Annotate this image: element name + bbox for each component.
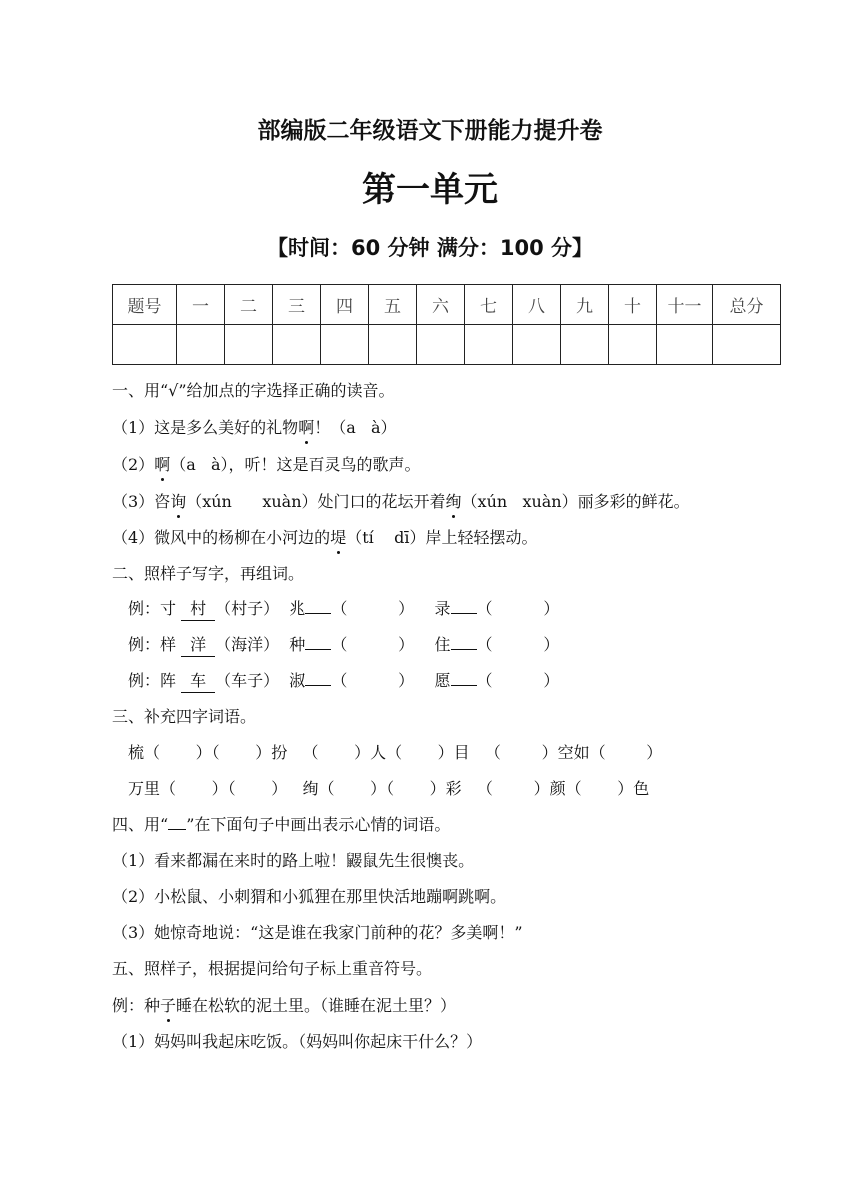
score-header-cell: 一	[177, 285, 225, 325]
q1-item-text: （tí dī）岸上轻轻摆动。	[346, 528, 538, 547]
score-cell[interactable]	[561, 325, 609, 365]
example-answer: 洋	[181, 634, 215, 657]
word-paren[interactable]: （ ）	[331, 671, 415, 690]
score-cell[interactable]	[465, 325, 513, 365]
example-word: （海洋）	[215, 635, 280, 654]
char-blank[interactable]	[451, 635, 477, 650]
char-blank[interactable]	[305, 635, 331, 650]
q3-title: 三、补充四字词语。	[112, 707, 257, 726]
q1-item-text: （3）咨	[112, 492, 171, 511]
char-blank[interactable]	[451, 671, 477, 686]
q1-item-text: （xún xuàn）丽多彩的鲜花。	[461, 492, 690, 511]
exam-meta: 【时间：60 分钟 满分：100 分】	[267, 236, 593, 260]
example-word: （车子）	[215, 671, 280, 690]
char: 录	[434, 599, 451, 618]
word-paren[interactable]: （ ）	[476, 635, 560, 654]
char-blank[interactable]	[305, 599, 331, 614]
score-header-cell: 九	[561, 285, 609, 325]
unit-title: 第一单元	[362, 170, 498, 210]
word-paren[interactable]: （ ）	[331, 599, 415, 618]
q4-title	[112, 814, 450, 836]
score-header-cell: 三	[273, 285, 321, 325]
score-cell[interactable]	[321, 325, 369, 365]
score-table-blank-row	[113, 325, 781, 365]
q2-row-3	[128, 670, 559, 693]
score-cell[interactable]	[369, 325, 417, 365]
dotted-char: 询	[170, 492, 187, 511]
score-header-cell: 四	[321, 285, 369, 325]
q3-row-2[interactable]: 万里（ ）（ ） 绚（ ）（ ）彩 （ ）颜（ ）色	[128, 779, 650, 798]
score-header-cell: 题号	[113, 285, 177, 325]
char: 淑	[289, 671, 306, 690]
dotted-char: 啊	[154, 455, 171, 474]
example-label: 例：寸	[128, 599, 177, 618]
q1-item-1	[112, 417, 397, 439]
q4-item-1[interactable]: （1）看来都漏在来时的路上啦！鼹鼠先生很懊丧。	[112, 851, 475, 870]
dotted-char: 子	[160, 996, 177, 1015]
example-answer: 车	[181, 670, 215, 693]
q3-row-1[interactable]: 梳（ ）（ ）扮 （ ）人（ ）目 （ ）空如（ ）	[128, 743, 663, 762]
score-header-cell: 十	[609, 285, 657, 325]
example-word: （村子）	[215, 599, 280, 618]
q1-item-text: （xún xuàn）处门口的花坛开着	[186, 492, 446, 511]
exam-title: 部编版二年级语文下册能力提升卷	[257, 118, 603, 144]
word-paren[interactable]: （ ）	[331, 635, 415, 654]
char: 种	[289, 635, 306, 654]
score-cell[interactable]	[609, 325, 657, 365]
q1-item-2	[112, 454, 421, 476]
q4-title-text: 四、用“	[112, 815, 169, 834]
score-cell[interactable]	[657, 325, 713, 365]
q5-title: 五、照样子，根据提问给句子标上重音符号。	[112, 959, 433, 978]
q1-item-text: （2）	[112, 455, 155, 474]
score-cell[interactable]	[113, 325, 177, 365]
q1-item-text: （a à），听！这是百灵鸟的歌声。	[170, 455, 421, 474]
score-table	[112, 284, 781, 365]
score-header-cell: 二	[225, 285, 273, 325]
q2-title: 二、照样子写字，再组词。	[112, 564, 305, 583]
char-blank[interactable]	[451, 599, 477, 614]
q2-row-1	[128, 598, 559, 621]
score-header-cell: 六	[417, 285, 465, 325]
example-label: 例：样	[128, 635, 177, 654]
q1-title: 一、用“√”给加点的字选择正确的读音。	[112, 381, 395, 400]
q1-item-text: （1）这是多么美好的礼物	[112, 418, 299, 437]
q5-example-text: 例：种	[112, 996, 161, 1015]
score-header-cell: 十一	[657, 285, 713, 325]
dotted-char: 堤	[330, 528, 347, 547]
score-header-cell: 总分	[713, 285, 781, 325]
score-cell[interactable]	[713, 325, 781, 365]
q1-item-text: （4）微风中的杨柳在小河边的	[112, 528, 331, 547]
example-answer: 村	[181, 598, 215, 621]
score-cell[interactable]	[417, 325, 465, 365]
char: 愿	[434, 671, 451, 690]
score-cell[interactable]	[177, 325, 225, 365]
char: 住	[434, 635, 451, 654]
q1-item-4	[112, 527, 537, 549]
score-cell[interactable]	[513, 325, 561, 365]
dotted-char: 绚	[445, 492, 462, 511]
score-table-header-row	[113, 285, 781, 325]
q5-example-text: 睡在松软的泥土里。（谁睡在泥土里？）	[176, 996, 457, 1015]
score-header-cell: 八	[513, 285, 561, 325]
q4-item-3[interactable]: （3）她惊奇地说：“这是谁在我家门前种的花？多美啊！”	[112, 923, 523, 942]
example-label: 例：阵	[128, 671, 177, 690]
q2-row-2	[128, 634, 559, 657]
q4-title-text: ”在下面句子中画出表示心情的词语。	[186, 815, 451, 834]
word-paren[interactable]: （ ）	[476, 599, 560, 618]
score-cell[interactable]	[225, 325, 273, 365]
score-header-cell: 五	[369, 285, 417, 325]
word-paren[interactable]: （ ）	[476, 671, 560, 690]
score-cell[interactable]	[273, 325, 321, 365]
q1-item-text: ！（a à）	[314, 418, 397, 437]
q1-item-3	[112, 491, 690, 513]
underline-mark	[168, 815, 186, 830]
char: 兆	[289, 599, 306, 618]
q5-example	[112, 995, 456, 1017]
dotted-char: 啊	[298, 418, 315, 437]
char-blank[interactable]	[305, 671, 331, 686]
score-header-cell: 七	[465, 285, 513, 325]
q4-item-2[interactable]: （2）小松鼠、小刺猬和小狐狸在那里快活地蹦啊跳啊。	[112, 887, 507, 906]
q5-item-1[interactable]: （1）妈妈叫我起床吃饭。（妈妈叫你起床干什么？）	[112, 1032, 483, 1051]
